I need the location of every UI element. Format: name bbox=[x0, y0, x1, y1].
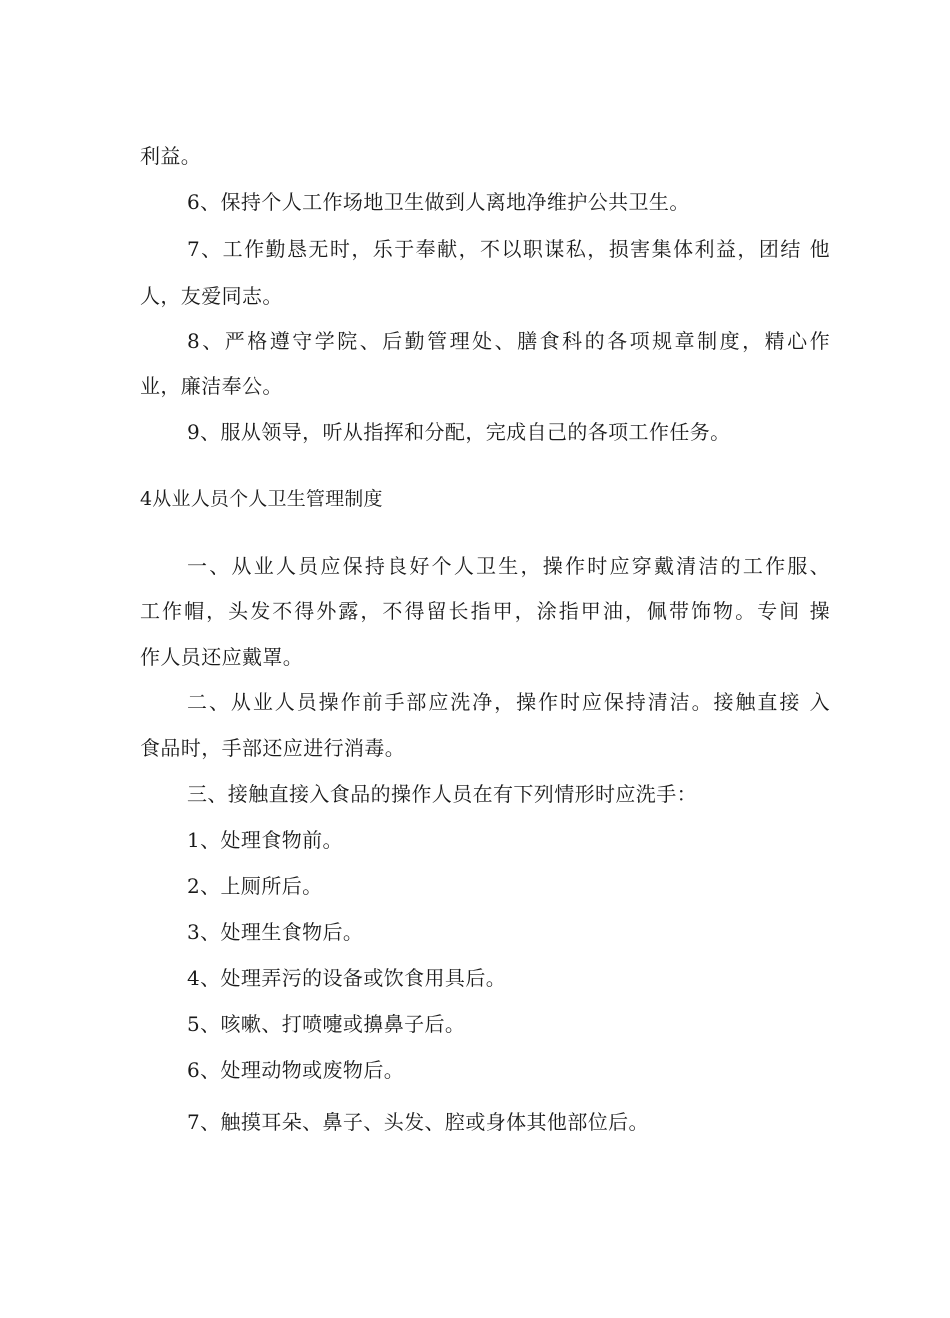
clause-one-line-3: 作人员还应戴罩。 bbox=[140, 645, 304, 669]
clause-one: 一、从业人员应保持良好个人卫生，操作时应穿戴清洁的工作服、 bbox=[187, 554, 830, 578]
clause-two-line-2: 食品时，手部还应进行消毒。 bbox=[140, 736, 406, 760]
rule-item-6: 6、保持个人工作场地卫生做到人离地净维护公共卫生。 bbox=[187, 190, 690, 214]
clause-one-line-2: 工作帽，头发不得外露，不得留长指甲，涂指甲油，佩带饰物。专间 操 bbox=[140, 599, 830, 623]
rule-item-8-continuation: 业，廉洁奉公。 bbox=[140, 374, 283, 398]
list-item-2: 2、上厕所后。 bbox=[187, 874, 323, 898]
list-item-1: 1、处理食物前。 bbox=[187, 828, 343, 852]
rule-item-7-continuation: 人，友爱同志。 bbox=[140, 284, 283, 308]
list-item-4: 4、处理弄污的设备或饮食用具后。 bbox=[187, 966, 507, 990]
list-item-5: 5、咳嗽、打喷嚏或擤鼻子后。 bbox=[187, 1012, 466, 1036]
rule-item-9: 9、服从领导，听从指挥和分配，完成自己的各项工作任务。 bbox=[187, 420, 731, 444]
rule-item-7: 7、工作勤恳无时，乐于奉献，不以职谋私，损害集体利益，团结 他 bbox=[187, 237, 830, 261]
list-item-3: 3、处理生食物后。 bbox=[187, 920, 364, 944]
rule-item-8: 8、严格遵守学院、后勤管理处、膳食科的各项规章制度，精心作 bbox=[187, 329, 830, 353]
list-item-6: 6、处理动物或废物后。 bbox=[187, 1058, 405, 1082]
section-heading: 4从业人员个人卫生管理制度 bbox=[140, 488, 383, 510]
list-item-7: 7、触摸耳朵、鼻子、头发、腔或身体其他部位后。 bbox=[187, 1110, 649, 1134]
clause-two: 二、从业人员操作前手部应洗净，操作时应保持清洁。接触直接 入 bbox=[187, 690, 830, 714]
paragraph-continuation: 利益。 bbox=[140, 144, 202, 168]
clause-three: 三、接触直接入食品的操作人员在有下列情形时应洗手： bbox=[187, 782, 697, 806]
